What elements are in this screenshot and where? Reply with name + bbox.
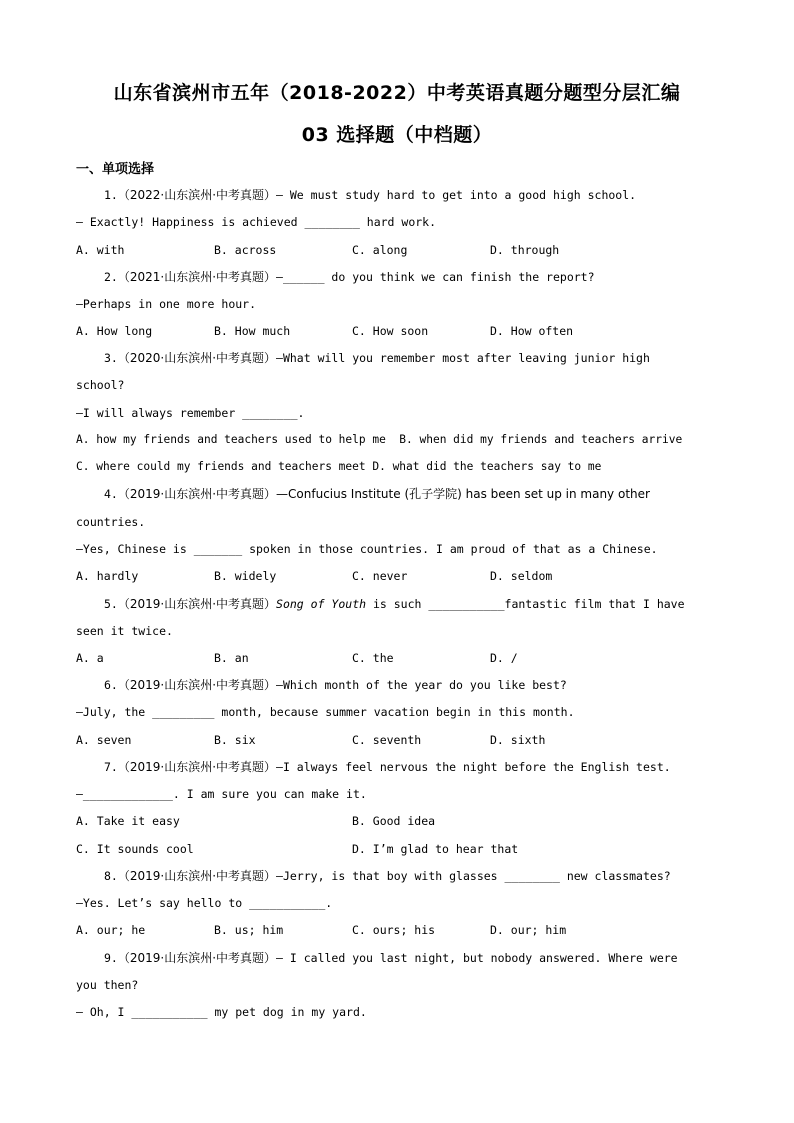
option-c: C. the bbox=[352, 651, 394, 665]
option-c: C. seventh bbox=[352, 733, 422, 747]
question-7-line2: —_____________. I am sure you can make it. bbox=[76, 787, 367, 801]
option-d: D. seldom bbox=[490, 569, 553, 583]
option-b: B. an bbox=[214, 651, 249, 665]
question-9-line1: 9.（2019·山东滨州·中考真题）— I called you last night, but nobody answered. Where were bbox=[104, 951, 678, 965]
question-4-line1: 4.（2019·山东滨州·中考真题）—Confucius Institute (孔子学院) has been set up in many other bbox=[104, 487, 650, 501]
question-source: （2022·山东滨州·中考真题） bbox=[117, 188, 277, 202]
question-6-line2: —July, the _________ month, because summer vacation begin in this month. bbox=[76, 705, 575, 719]
option-d: D. I’m glad to hear that bbox=[352, 842, 519, 856]
question-3-options-cd: C. where could my friends and teachers meet D. what did the teachers say to me bbox=[76, 460, 602, 473]
question-6-line1: 6.（2019·山东滨州·中考真题）—Which month of the year do you like best? bbox=[104, 678, 567, 692]
question-source: （2019·山东滨州·中考真题） bbox=[117, 869, 277, 883]
question-4-line2: —Yes, Chinese is _______ spoken in those countries. I am proud of that as a Chinese. bbox=[76, 542, 658, 556]
question-3-line1: 3.（2020·山东滨州·中考真题）—What will you remember most after leaving junior high bbox=[104, 351, 650, 365]
option-d: D. sixth bbox=[490, 733, 546, 747]
question-1-line1: 1.（2022·山东滨州·中考真题）— We must study hard to get into a good high school. bbox=[104, 188, 637, 202]
question-8-line1: 8.（2019·山东滨州·中考真题）—Jerry, is that boy with glasses ________ new classmates? bbox=[104, 869, 671, 883]
option-d: D. How often bbox=[490, 324, 574, 338]
document-title: 山东省滨州市五年（2018-2022）中考英语真题分题型分层汇编 bbox=[113, 82, 681, 104]
option-a: A. Take it easy bbox=[76, 814, 180, 828]
question-4-line1b: countries. bbox=[76, 515, 146, 529]
option-a: A. with bbox=[76, 243, 125, 257]
option-b: B. Good idea bbox=[352, 814, 436, 828]
question-source: （2019·山东滨州·中考真题） bbox=[117, 597, 277, 611]
option-a: A. hardly bbox=[76, 569, 139, 583]
option-d: D. through bbox=[490, 243, 560, 257]
question-2-line2: —Perhaps in one more hour. bbox=[76, 297, 257, 311]
option-b: B. across bbox=[214, 243, 277, 257]
question-1-line2: — Exactly! Happiness is achieved ________ hard work. bbox=[76, 215, 437, 229]
question-5-line1b: seen it twice. bbox=[76, 624, 173, 638]
option-c: C. ours; his bbox=[352, 923, 436, 937]
option-c: C. It sounds cool bbox=[76, 842, 194, 856]
question-5-line1: 5.（2019·山东滨州·中考真题）Song of Youth is such ___________fantastic film that I have bbox=[104, 597, 685, 611]
section-heading: 一、单项选择 bbox=[76, 162, 155, 177]
option-a: A. How long bbox=[76, 324, 153, 338]
option-d: D. our; him bbox=[490, 923, 567, 937]
option-c: C. How soon bbox=[352, 324, 429, 338]
question-2-line1: 2.（2021·山东滨州·中考真题）—______ do you think we can finish the report? bbox=[104, 270, 595, 284]
question-9-line2: — Oh, I ___________ my pet dog in my yard. bbox=[76, 1005, 367, 1019]
option-a: A. seven bbox=[76, 733, 132, 747]
question-3-line1b: school? bbox=[76, 378, 125, 392]
option-b: B. How much bbox=[214, 324, 291, 338]
question-source: （2019·山东滨州·中考真题） bbox=[117, 487, 277, 501]
option-a: A. our; he bbox=[76, 923, 146, 937]
option-b: B. six bbox=[214, 733, 256, 747]
question-source: （2020·山东滨州·中考真题） bbox=[117, 351, 277, 365]
question-3-line2: —I will always remember ________. bbox=[76, 406, 305, 420]
option-d: D. / bbox=[490, 651, 518, 665]
question-3-options-ab: A. how my friends and teachers used to help me B. when did my friends and teachers arrive bbox=[76, 433, 683, 446]
question-source: （2021·山东滨州·中考真题） bbox=[117, 270, 277, 284]
question-7-line1: 7.（2019·山东滨州·中考真题）—I always feel nervous the night before the English test. bbox=[104, 760, 671, 774]
question-source: （2019·山东滨州·中考真题） bbox=[117, 760, 277, 774]
question-8-line2: —Yes. Let’s say hello to ___________. bbox=[76, 896, 333, 910]
option-c: C. along bbox=[352, 243, 408, 257]
option-c: C. never bbox=[352, 569, 408, 583]
option-a: A. a bbox=[76, 651, 104, 665]
option-b: B. us; him bbox=[214, 923, 284, 937]
question-9-line1b: you then? bbox=[76, 978, 139, 992]
document-subtitle: 03 选择题（中档题） bbox=[301, 124, 493, 146]
question-source: （2019·山东滨州·中考真题） bbox=[117, 951, 277, 965]
option-b: B. widely bbox=[214, 569, 277, 583]
question-source: （2019·山东滨州·中考真题） bbox=[117, 678, 277, 692]
